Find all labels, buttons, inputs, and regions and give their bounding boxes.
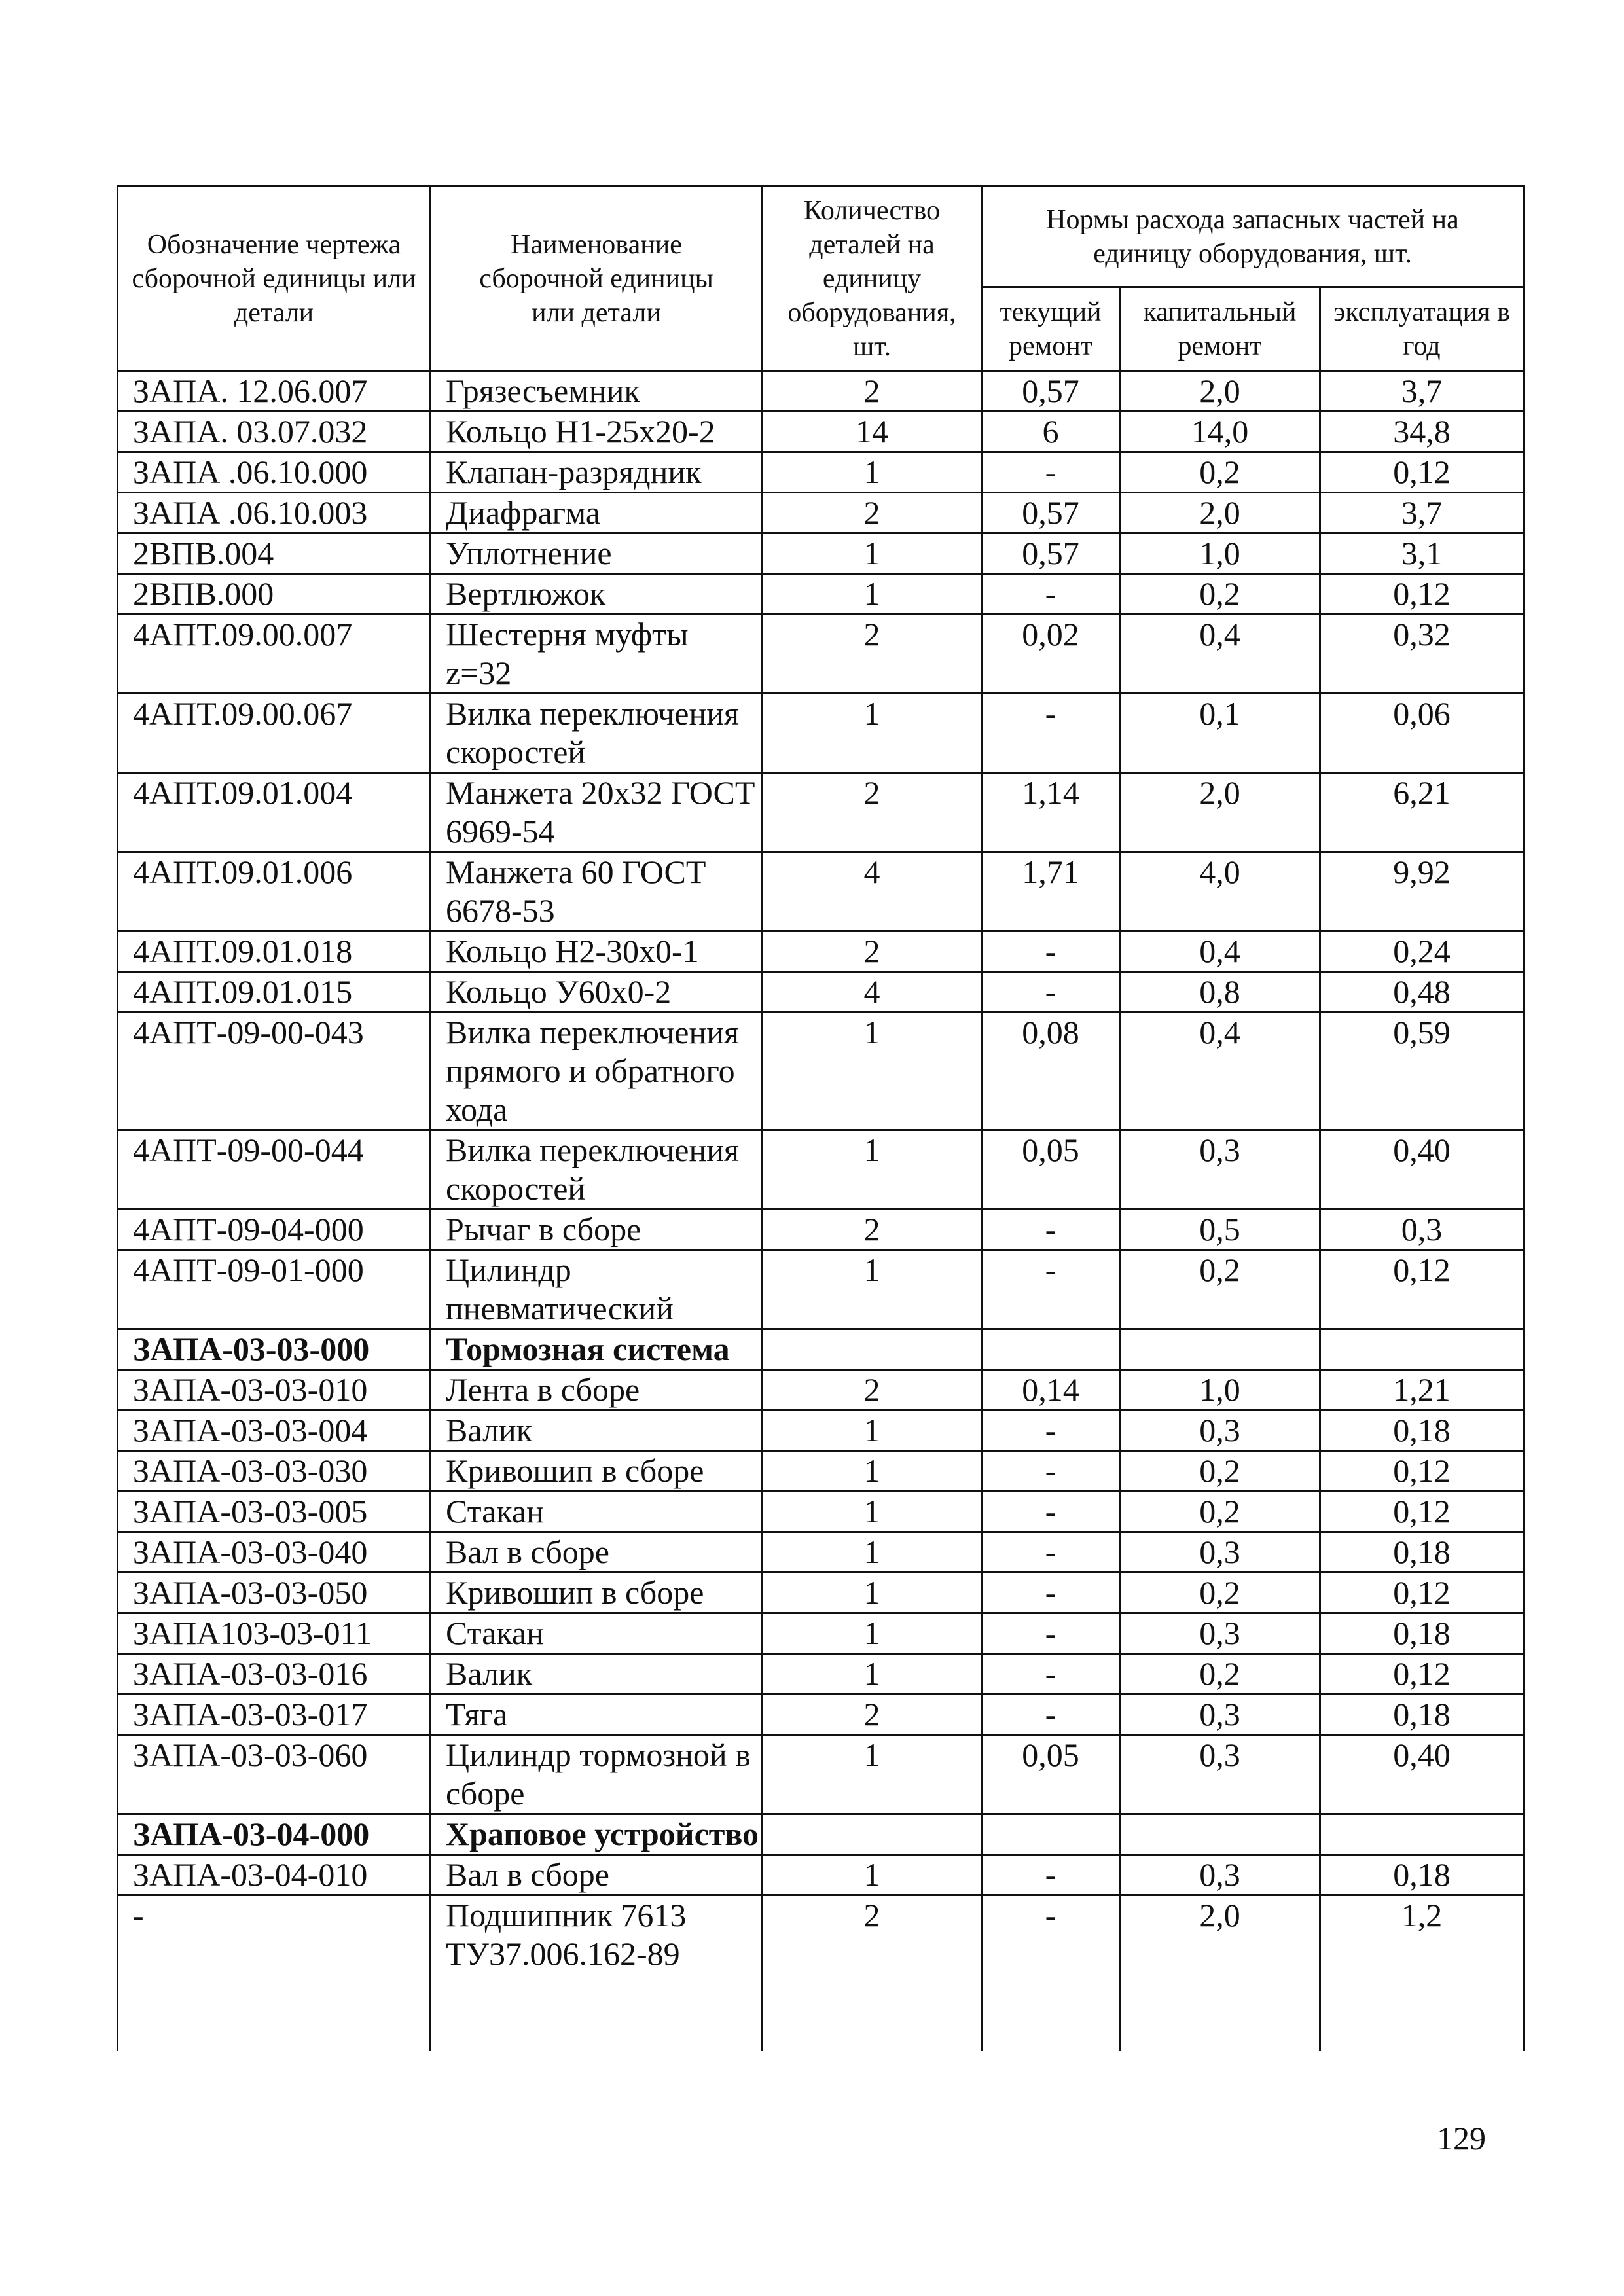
norm-capital-repair: 0,2: [1120, 452, 1320, 493]
norm-capital-repair: 1,0: [1120, 533, 1320, 574]
part-code: 4АПТ-09-04-000: [118, 1210, 431, 1250]
norm-operation: 0,12: [1320, 574, 1524, 615]
norm-capital-repair: 0,2: [1120, 574, 1320, 615]
qty-per-unit: 2: [763, 615, 982, 694]
header-capital-repair: капитальный ремонт: [1120, 287, 1320, 371]
qty-per-unit: 2: [763, 1370, 982, 1410]
spare-parts-table-wrapper: [117, 185, 1525, 2051]
qty-per-unit: 2: [763, 493, 982, 533]
qty-per-unit: 1: [763, 452, 982, 493]
section-row: [118, 1814, 1524, 1855]
part-name: Кольцо Н1-25х20-2: [431, 412, 763, 452]
norm-capital-repair: 0,3: [1120, 1130, 1320, 1210]
norm-current-repair: 0,02: [982, 615, 1120, 694]
norm-current-repair: -: [982, 1492, 1120, 1532]
part-name: Вилка переключения прямого и обратного хода: [431, 1013, 763, 1130]
part-name: Рычаг в сборе: [431, 1210, 763, 1250]
norm-operation: 0,24: [1320, 931, 1524, 972]
part-name: Вал в сборе: [431, 1855, 763, 1895]
qty-per-unit: 1: [763, 1130, 982, 1210]
norm-current-repair: -: [982, 1613, 1120, 1654]
qty-per-unit: 1: [763, 1654, 982, 1695]
part-code: ЗАПА-03-03-040: [118, 1532, 431, 1573]
norm-capital-repair: 1,0: [1120, 1370, 1320, 1410]
norm-capital-repair: 0,1: [1120, 694, 1320, 773]
qty-per-unit: 2: [763, 371, 982, 412]
norm-operation: 0,18: [1320, 1410, 1524, 1451]
norm-current-repair: -: [982, 1250, 1120, 1329]
norm-current-repair: 0,05: [982, 1130, 1120, 1210]
norm-capital-repair: 0,2: [1120, 1654, 1320, 1695]
norm-current-repair: 0,57: [982, 533, 1120, 574]
qty-per-unit: 2: [763, 1210, 982, 1250]
part-code: 4АПТ.09.00.067: [118, 694, 431, 773]
part-name: Вертлюжок: [431, 574, 763, 615]
part-code: 4АПТ-09-01-000: [118, 1250, 431, 1329]
header-operation: эксплуатация в год: [1320, 287, 1524, 371]
table-row: [118, 1013, 1524, 1130]
qty-per-unit: 1: [763, 533, 982, 574]
part-code: 4АПТ.09.01.004: [118, 773, 431, 852]
table-row: [118, 371, 1524, 412]
table-row: [118, 1250, 1524, 1329]
norm-current-repair: -: [982, 1695, 1120, 1735]
norm-capital-repair: 0,3: [1120, 1613, 1320, 1654]
norm-current-repair: -: [982, 694, 1120, 773]
norm-capital-repair: 2,0: [1120, 493, 1320, 533]
norm-operation: 0,12: [1320, 1492, 1524, 1532]
table-row: [118, 452, 1524, 493]
part-name: Валик: [431, 1654, 763, 1695]
qty-per-unit: 1: [763, 574, 982, 615]
part-code: ЗАПА .06.10.000: [118, 452, 431, 493]
part-name: Тяга: [431, 1695, 763, 1735]
table-body: [118, 371, 1524, 2051]
qty-per-unit: 2: [763, 1695, 982, 1735]
table-row: [118, 972, 1524, 1013]
norm-operation: 34,8: [1320, 412, 1524, 452]
part-code: ЗАПА-03-03-060: [118, 1735, 431, 1814]
norm-current-repair: -: [982, 972, 1120, 1013]
qty-per-unit: 1: [763, 694, 982, 773]
part-code: 4АПТ.09.01.018: [118, 931, 431, 972]
norm-current-repair: 1,71: [982, 852, 1120, 931]
norm-current-repair: -: [982, 1895, 1120, 2051]
table-row: [118, 852, 1524, 931]
spare-parts-table: [117, 185, 1525, 2051]
norm-current-repair: 0,08: [982, 1013, 1120, 1130]
norm-operation: 1,21: [1320, 1370, 1524, 1410]
norm-operation: 0,59: [1320, 1013, 1524, 1130]
part-code: 2ВПВ.000: [118, 574, 431, 615]
table-row: [118, 1613, 1524, 1654]
norm-capital-repair: [1120, 1329, 1320, 1370]
part-name: Цилиндр пневматический: [431, 1250, 763, 1329]
norm-capital-repair: 14,0: [1120, 412, 1320, 452]
norm-capital-repair: 0,4: [1120, 615, 1320, 694]
qty-per-unit: 1: [763, 1735, 982, 1814]
qty-per-unit: 4: [763, 852, 982, 931]
part-name: Подшипник 7613 ТУ37.006.162-89: [431, 1895, 763, 2051]
table-row: [118, 574, 1524, 615]
qty-per-unit: 2: [763, 1895, 982, 2051]
part-name: Кольцо Н2-30х0-1: [431, 931, 763, 972]
table-row: [118, 1695, 1524, 1735]
norm-current-repair: -: [982, 1451, 1120, 1492]
table-row: [118, 493, 1524, 533]
norm-operation: 0,12: [1320, 452, 1524, 493]
part-name: Тормозная система: [431, 1329, 763, 1370]
norm-capital-repair: 0,8: [1120, 972, 1320, 1013]
norm-current-repair: -: [982, 1532, 1120, 1573]
table-row: [118, 1210, 1524, 1250]
qty-per-unit: 1: [763, 1410, 982, 1451]
part-name: Шестерня муфты z=32: [431, 615, 763, 694]
norm-capital-repair: 2,0: [1120, 773, 1320, 852]
part-name: Кольцо У60х0-2: [431, 972, 763, 1013]
norm-current-repair: 0,05: [982, 1735, 1120, 1814]
norm-operation: 0,18: [1320, 1613, 1524, 1654]
norm-operation: 0,18: [1320, 1855, 1524, 1895]
section-row: [118, 1329, 1524, 1370]
qty-per-unit: 1: [763, 1855, 982, 1895]
norm-operation: 1,2: [1320, 1895, 1524, 2051]
norm-operation: [1320, 1329, 1524, 1370]
page-number: 129: [1437, 2120, 1486, 2157]
norm-capital-repair: 0,4: [1120, 931, 1320, 972]
part-code: ЗАПА-03-04-000: [118, 1814, 431, 1855]
table-row: [118, 1573, 1524, 1613]
part-code: ЗАПА-03-03-017: [118, 1695, 431, 1735]
part-name: Кривошип в сборе: [431, 1451, 763, 1492]
part-code: -: [118, 1895, 431, 2051]
norm-capital-repair: 0,5: [1120, 1210, 1320, 1250]
table-row: [118, 694, 1524, 773]
norm-current-repair: -: [982, 452, 1120, 493]
norm-capital-repair: 0,3: [1120, 1735, 1320, 1814]
norm-current-repair: 0,57: [982, 493, 1120, 533]
qty-per-unit: 2: [763, 931, 982, 972]
norm-operation: 9,92: [1320, 852, 1524, 931]
part-name: Кривошип в сборе: [431, 1573, 763, 1613]
part-name: Валик: [431, 1410, 763, 1451]
norm-operation: 0,40: [1320, 1130, 1524, 1210]
header-norms: Нормы расхода запасных частей на единицу оборудования, шт.: [982, 187, 1524, 287]
norm-operation: 3,7: [1320, 493, 1524, 533]
table-row: [118, 1855, 1524, 1895]
part-name: Вилка переключения скоростей: [431, 1130, 763, 1210]
norm-capital-repair: 0,2: [1120, 1250, 1320, 1329]
part-code: ЗАПА-03-04-010: [118, 1855, 431, 1895]
norm-capital-repair: 0,4: [1120, 1013, 1320, 1130]
table-row: [118, 1370, 1524, 1410]
norm-operation: 0,18: [1320, 1695, 1524, 1735]
norm-current-repair: 1,14: [982, 773, 1120, 852]
norm-operation: [1320, 1814, 1524, 1855]
norm-current-repair: [982, 1814, 1120, 1855]
norm-operation: 3,1: [1320, 533, 1524, 574]
qty-per-unit: 1: [763, 1573, 982, 1613]
part-name: Уплотнение: [431, 533, 763, 574]
part-code: 2ВПВ.004: [118, 533, 431, 574]
part-code: ЗАПА. 12.06.007: [118, 371, 431, 412]
part-code: 4АПТ.09.00.007: [118, 615, 431, 694]
norm-current-repair: 0,57: [982, 371, 1120, 412]
table-row: [118, 412, 1524, 452]
part-name: Лента в сборе: [431, 1370, 763, 1410]
norm-current-repair: 6: [982, 412, 1120, 452]
norm-capital-repair: 0,3: [1120, 1695, 1320, 1735]
qty-per-unit: [763, 1329, 982, 1370]
norm-current-repair: -: [982, 1855, 1120, 1895]
part-name: Манжета 20х32 ГОСТ 6969-54: [431, 773, 763, 852]
part-name: Вилка переключения скоростей: [431, 694, 763, 773]
part-code: ЗАПА-03-03-030: [118, 1451, 431, 1492]
qty-per-unit: 4: [763, 972, 982, 1013]
part-name: Стакан: [431, 1492, 763, 1532]
norm-capital-repair: 0,3: [1120, 1855, 1320, 1895]
table-row: [118, 931, 1524, 972]
qty-per-unit: 1: [763, 1532, 982, 1573]
norm-current-repair: -: [982, 1654, 1120, 1695]
part-code: 4АПТ-09-00-043: [118, 1013, 431, 1130]
table-row: [118, 1735, 1524, 1814]
part-code: ЗАПА-03-03-004: [118, 1410, 431, 1451]
part-code: ЗАПА .06.10.003: [118, 493, 431, 533]
norm-operation: 0,40: [1320, 1735, 1524, 1814]
part-code: ЗАПА-03-03-000: [118, 1329, 431, 1370]
header-qty: Количество деталей на единицу оборудования, шт.: [763, 187, 982, 371]
header-code: Обозначение чертежа сборочной единицы или детали: [118, 187, 431, 371]
part-name: Манжета 60 ГОСТ 6678-53: [431, 852, 763, 931]
norm-operation: 0,12: [1320, 1451, 1524, 1492]
norm-capital-repair: 0,2: [1120, 1451, 1320, 1492]
qty-per-unit: 1: [763, 1250, 982, 1329]
norm-operation: 3,7: [1320, 371, 1524, 412]
table-row: [118, 1130, 1524, 1210]
norm-capital-repair: 0,3: [1120, 1410, 1320, 1451]
norm-capital-repair: 2,0: [1120, 371, 1320, 412]
table-row: [118, 533, 1524, 574]
header-name: Наименование сборочной единицы или детали: [431, 187, 763, 371]
part-code: 4АПТ.09.01.006: [118, 852, 431, 931]
norm-operation: 0,06: [1320, 694, 1524, 773]
part-code: ЗАПА. 03.07.032: [118, 412, 431, 452]
qty-per-unit: 14: [763, 412, 982, 452]
table-row: [118, 1410, 1524, 1451]
header-current-repair: текущий ремонт: [982, 287, 1120, 371]
qty-per-unit: 1: [763, 1013, 982, 1130]
part-code: ЗАПА-03-03-016: [118, 1654, 431, 1695]
norm-capital-repair: 0,3: [1120, 1532, 1320, 1573]
table-row: [118, 1532, 1524, 1573]
norm-capital-repair: [1120, 1814, 1320, 1855]
norm-operation: 0,32: [1320, 615, 1524, 694]
part-name: Клапан-разрядник: [431, 452, 763, 493]
qty-per-unit: 2: [763, 773, 982, 852]
norm-operation: 0,12: [1320, 1573, 1524, 1613]
norm-operation: 6,21: [1320, 773, 1524, 852]
norm-capital-repair: 2,0: [1120, 1895, 1320, 2051]
part-code: 4АПТ.09.01.015: [118, 972, 431, 1013]
norm-capital-repair: 0,2: [1120, 1573, 1320, 1613]
norm-current-repair: -: [982, 1210, 1120, 1250]
part-name: Диафрагма: [431, 493, 763, 533]
part-code: ЗАПА-03-03-010: [118, 1370, 431, 1410]
norm-operation: 0,18: [1320, 1532, 1524, 1573]
part-code: 4АПТ-09-00-044: [118, 1130, 431, 1210]
table-row: [118, 1451, 1524, 1492]
norm-current-repair: -: [982, 1410, 1120, 1451]
part-code: ЗАПА103-03-011: [118, 1613, 431, 1654]
norm-operation: 0,48: [1320, 972, 1524, 1013]
norm-current-repair: [982, 1329, 1120, 1370]
norm-current-repair: -: [982, 1573, 1120, 1613]
table-row: [118, 773, 1524, 852]
part-code: ЗАПА-03-03-050: [118, 1573, 431, 1613]
norm-capital-repair: 4,0: [1120, 852, 1320, 931]
table-row: [118, 615, 1524, 694]
part-name: Храповое устройство: [431, 1814, 763, 1855]
qty-per-unit: 1: [763, 1492, 982, 1532]
norm-current-repair: 0,14: [982, 1370, 1120, 1410]
part-name: Вал в сборе: [431, 1532, 763, 1573]
part-name: Грязесъемник: [431, 371, 763, 412]
norm-operation: 0,12: [1320, 1250, 1524, 1329]
norm-operation: 0,3: [1320, 1210, 1524, 1250]
norm-current-repair: -: [982, 931, 1120, 972]
table-row: [118, 1492, 1524, 1532]
qty-per-unit: 1: [763, 1451, 982, 1492]
part-name: Цилиндр тормозной в сборе: [431, 1735, 763, 1814]
qty-per-unit: 1: [763, 1613, 982, 1654]
qty-per-unit: [763, 1814, 982, 1855]
norm-current-repair: -: [982, 574, 1120, 615]
part-name: Стакан: [431, 1613, 763, 1654]
table-row: [118, 1654, 1524, 1695]
part-code: ЗАПА-03-03-005: [118, 1492, 431, 1532]
norm-capital-repair: 0,2: [1120, 1492, 1320, 1532]
norm-operation: 0,12: [1320, 1654, 1524, 1695]
table-row: [118, 1895, 1524, 2051]
